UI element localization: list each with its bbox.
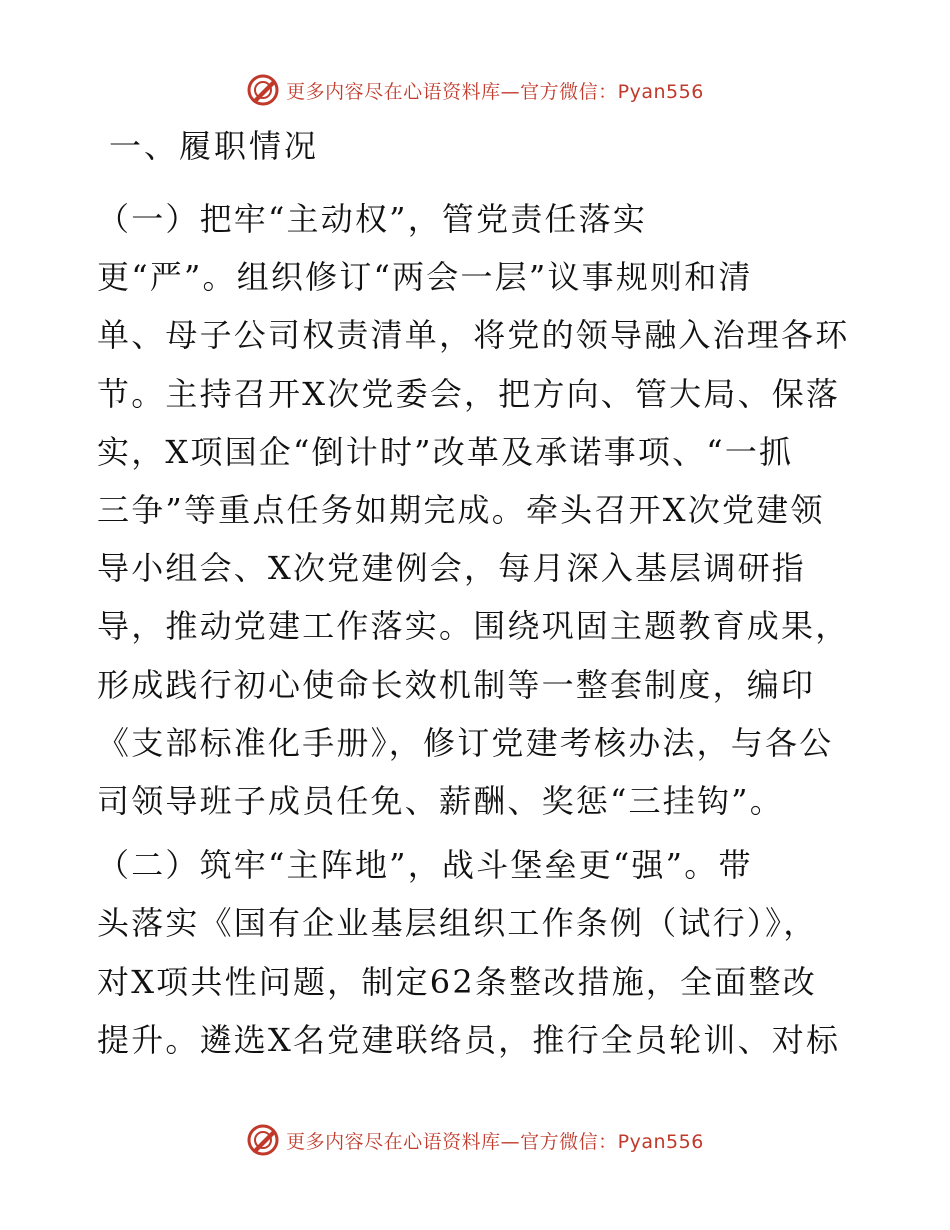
text-line: 导小组会、X次党建例会，每月深入基层调研指 bbox=[97, 549, 806, 588]
text-line: 节。主持召开X次党委会，把方向、管大局、保落 bbox=[97, 374, 841, 413]
watermark-text: 更多内容尽在心语资料库—官方微信：Pyan556 bbox=[286, 80, 704, 103]
section-heading: 一、履职情况 bbox=[109, 127, 320, 165]
text-line: 三争”等重点任务如期完成。牵头召开X次党建领 bbox=[97, 491, 825, 530]
document-body bbox=[97, 122, 857, 1069]
pen-logo-icon bbox=[246, 73, 280, 107]
paragraph-one bbox=[97, 190, 857, 830]
text-line: （一）把牢“主动权”，管党责任落实 bbox=[97, 200, 648, 238]
footer-watermark-banner bbox=[0, 1120, 950, 1160]
paragraph-two bbox=[97, 836, 857, 1069]
text-line: 头落实《国有企业基层组织工作条例（试行）》， bbox=[97, 904, 818, 943]
text-line: 单、母子公司权责清单，将党的领导融入治理各环 bbox=[97, 316, 850, 355]
text-line: （二）筑牢“主阵地”，战斗堡垒更“强”。带 bbox=[97, 846, 753, 885]
text-line: 提升。遴选X名党建联络员，推行全员轮训、对标 bbox=[97, 1020, 841, 1059]
text-line: 形成践行初心使命长效机制等一整套制度，编印 bbox=[97, 665, 816, 704]
watermark-text: 更多内容尽在心语资料库—官方微信：Pyan556 bbox=[286, 1130, 704, 1153]
wechat-handle: Pyan556 bbox=[617, 80, 704, 103]
text-line: 司领导班子成员任免、薪酬、奖惩“三挂钩”。 bbox=[97, 782, 784, 821]
text-line: 《支部标准化手册》，修订党建考核办法，与各公 bbox=[97, 723, 834, 762]
text-line: 导，推动党建工作落实。围绕巩固主题教育成果， bbox=[97, 607, 850, 646]
wechat-handle: Pyan556 bbox=[617, 1130, 704, 1153]
text-line: 对X项共性问题，制定62条整改措施，全面整改 bbox=[97, 962, 817, 1001]
text-line: 实，X项国企“倒计时”改革及承诺事项、“一抓 bbox=[97, 432, 794, 471]
text-line: 更“严”。组织修订“两会一层”议事规则和清 bbox=[97, 258, 753, 297]
header-watermark-banner bbox=[0, 70, 950, 110]
pen-logo-icon bbox=[246, 1123, 280, 1157]
